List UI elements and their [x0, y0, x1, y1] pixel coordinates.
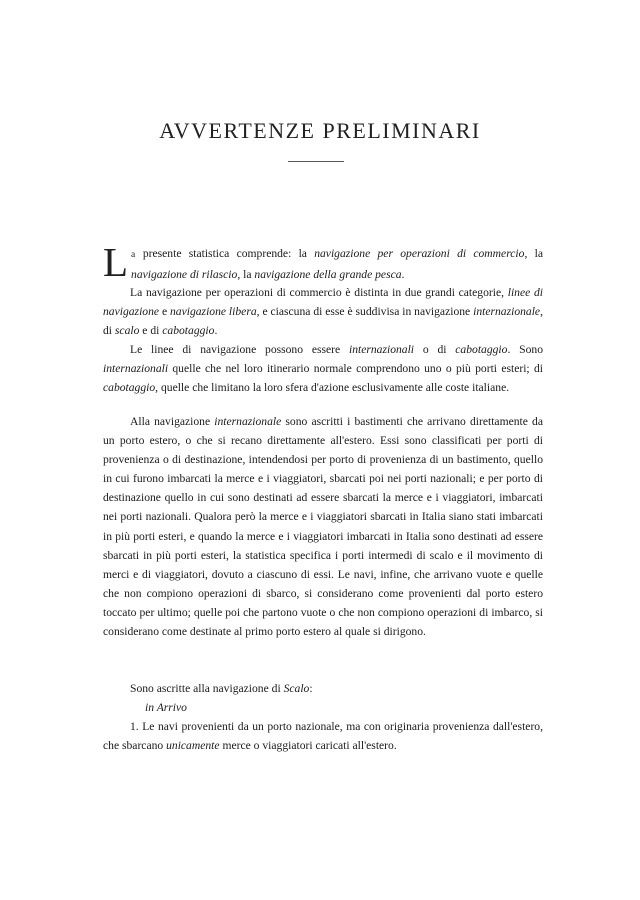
page-title: AVVERTENZE PRELIMINARI: [159, 118, 481, 143]
p2-text: La navigazione per operazioni di commercio è distinta in due grandi categorie,: [130, 286, 508, 299]
p3-text: , quelle che limitano la loro sfera d'azione esclusivamente alle coste italiane.: [155, 381, 510, 395]
p3-italic: cabotaggio: [103, 381, 156, 395]
p3-text: o di: [414, 343, 456, 357]
p3-italic: internazionali: [103, 362, 169, 376]
intro-text: presente statistica comprende: la: [135, 247, 315, 260]
p4-italic: internazionale: [214, 415, 282, 428]
drop-cap: L: [103, 239, 129, 285]
intro-text: , la: [524, 247, 543, 260]
p3-italic: internazionali: [348, 343, 415, 357]
p2-text: .: [214, 324, 218, 338]
intro-italic: navigazione della grande pesca: [254, 268, 402, 282]
paragraph-international: [103, 412, 543, 641]
p5-text: Sono ascritte alla navigazione di: [130, 682, 284, 695]
p4-text: sono ascritti i bastimenti che arrivano direttamente da un porto estero, o che si recano direttamente all'estero. Essi sono classificati per porti di provenienza o di destinazione, intendendosi per porto di provenienza di un bastimento, quello in cui furono imbarcati la merce e i viaggiatori, sbarcati poi nei porti nazionali; e per porto di destinazione quello in cui sono destinati ad essere sbarcati la merce e i viaggiatori, imbarcati nei porti nazionali. Qualora però la merce e i viaggiatori sbarcati in Italia siano stati imbarcati in più porti esteri, e quando la merce e i viaggiatori imbarcati in Italia sono destinati ad essere sbarcati in più porti esteri, la statistica specifica i porti intermedi di scalo e il movimento di merci e di viaggiatori, dovuto a ciascuno di essi. Le navi, infine, che arrivano vuote e quelle che non compiono operazioni di sbarco, si considerano come provenienti dal porto estero toccato per ultimo; quelle poi che partono vuote o che non compiono operazioni di imbarco, si considerano come destinate al primo porto estero al quale si dirigono.: [103, 415, 543, 639]
p2-text: e di: [139, 324, 163, 338]
intro-text: .: [401, 268, 405, 282]
paragraph-categories: [103, 283, 543, 398]
p5-text: :: [309, 682, 313, 695]
p5-italic: Scalo: [283, 682, 310, 695]
intro-text: , la: [237, 268, 255, 282]
p3-text: Le linee di navigazione possono essere: [130, 343, 349, 357]
p2-text: , di: [103, 305, 543, 338]
p3-text: . Sono: [507, 343, 543, 357]
p2-italic: internazionale: [473, 305, 541, 319]
p3-text: quelle che nel loro itinerario normale comprendono uno o più porti esteri; di: [168, 362, 543, 376]
p2-text: , e ciascuna di esse è suddivisa in navigazione: [256, 305, 474, 319]
p3-italic: cabotaggio: [455, 343, 508, 357]
p2-italic: navigazione libera: [170, 305, 257, 319]
p2-italic: linee di navigazione: [103, 286, 543, 319]
p4-text: Alla navigazione: [130, 415, 215, 428]
p7-text: 1. Le navi provenienti da un porto nazionale, ma con originaria provenienza dall'estero, che sbarcano: [103, 720, 543, 753]
intro-italic: navigazione per operazioni di commercio: [314, 247, 525, 260]
p7-text: merce o viaggiatori caricati all'estero.: [219, 739, 397, 753]
title-divider: [288, 161, 344, 162]
intro-smallcaps: a: [131, 250, 136, 260]
p2-italic: scalo: [114, 324, 140, 338]
paragraph-scalo: [103, 679, 543, 755]
p2-italic: cabotaggio: [162, 324, 215, 338]
intro-italic: navigazione di rilascio: [131, 268, 238, 282]
p7-italic: unicamente: [166, 739, 220, 753]
subheading-arrivo: in Arrivo: [145, 701, 187, 715]
p2-text: e: [159, 305, 170, 319]
intro-paragraph: [103, 239, 543, 285]
